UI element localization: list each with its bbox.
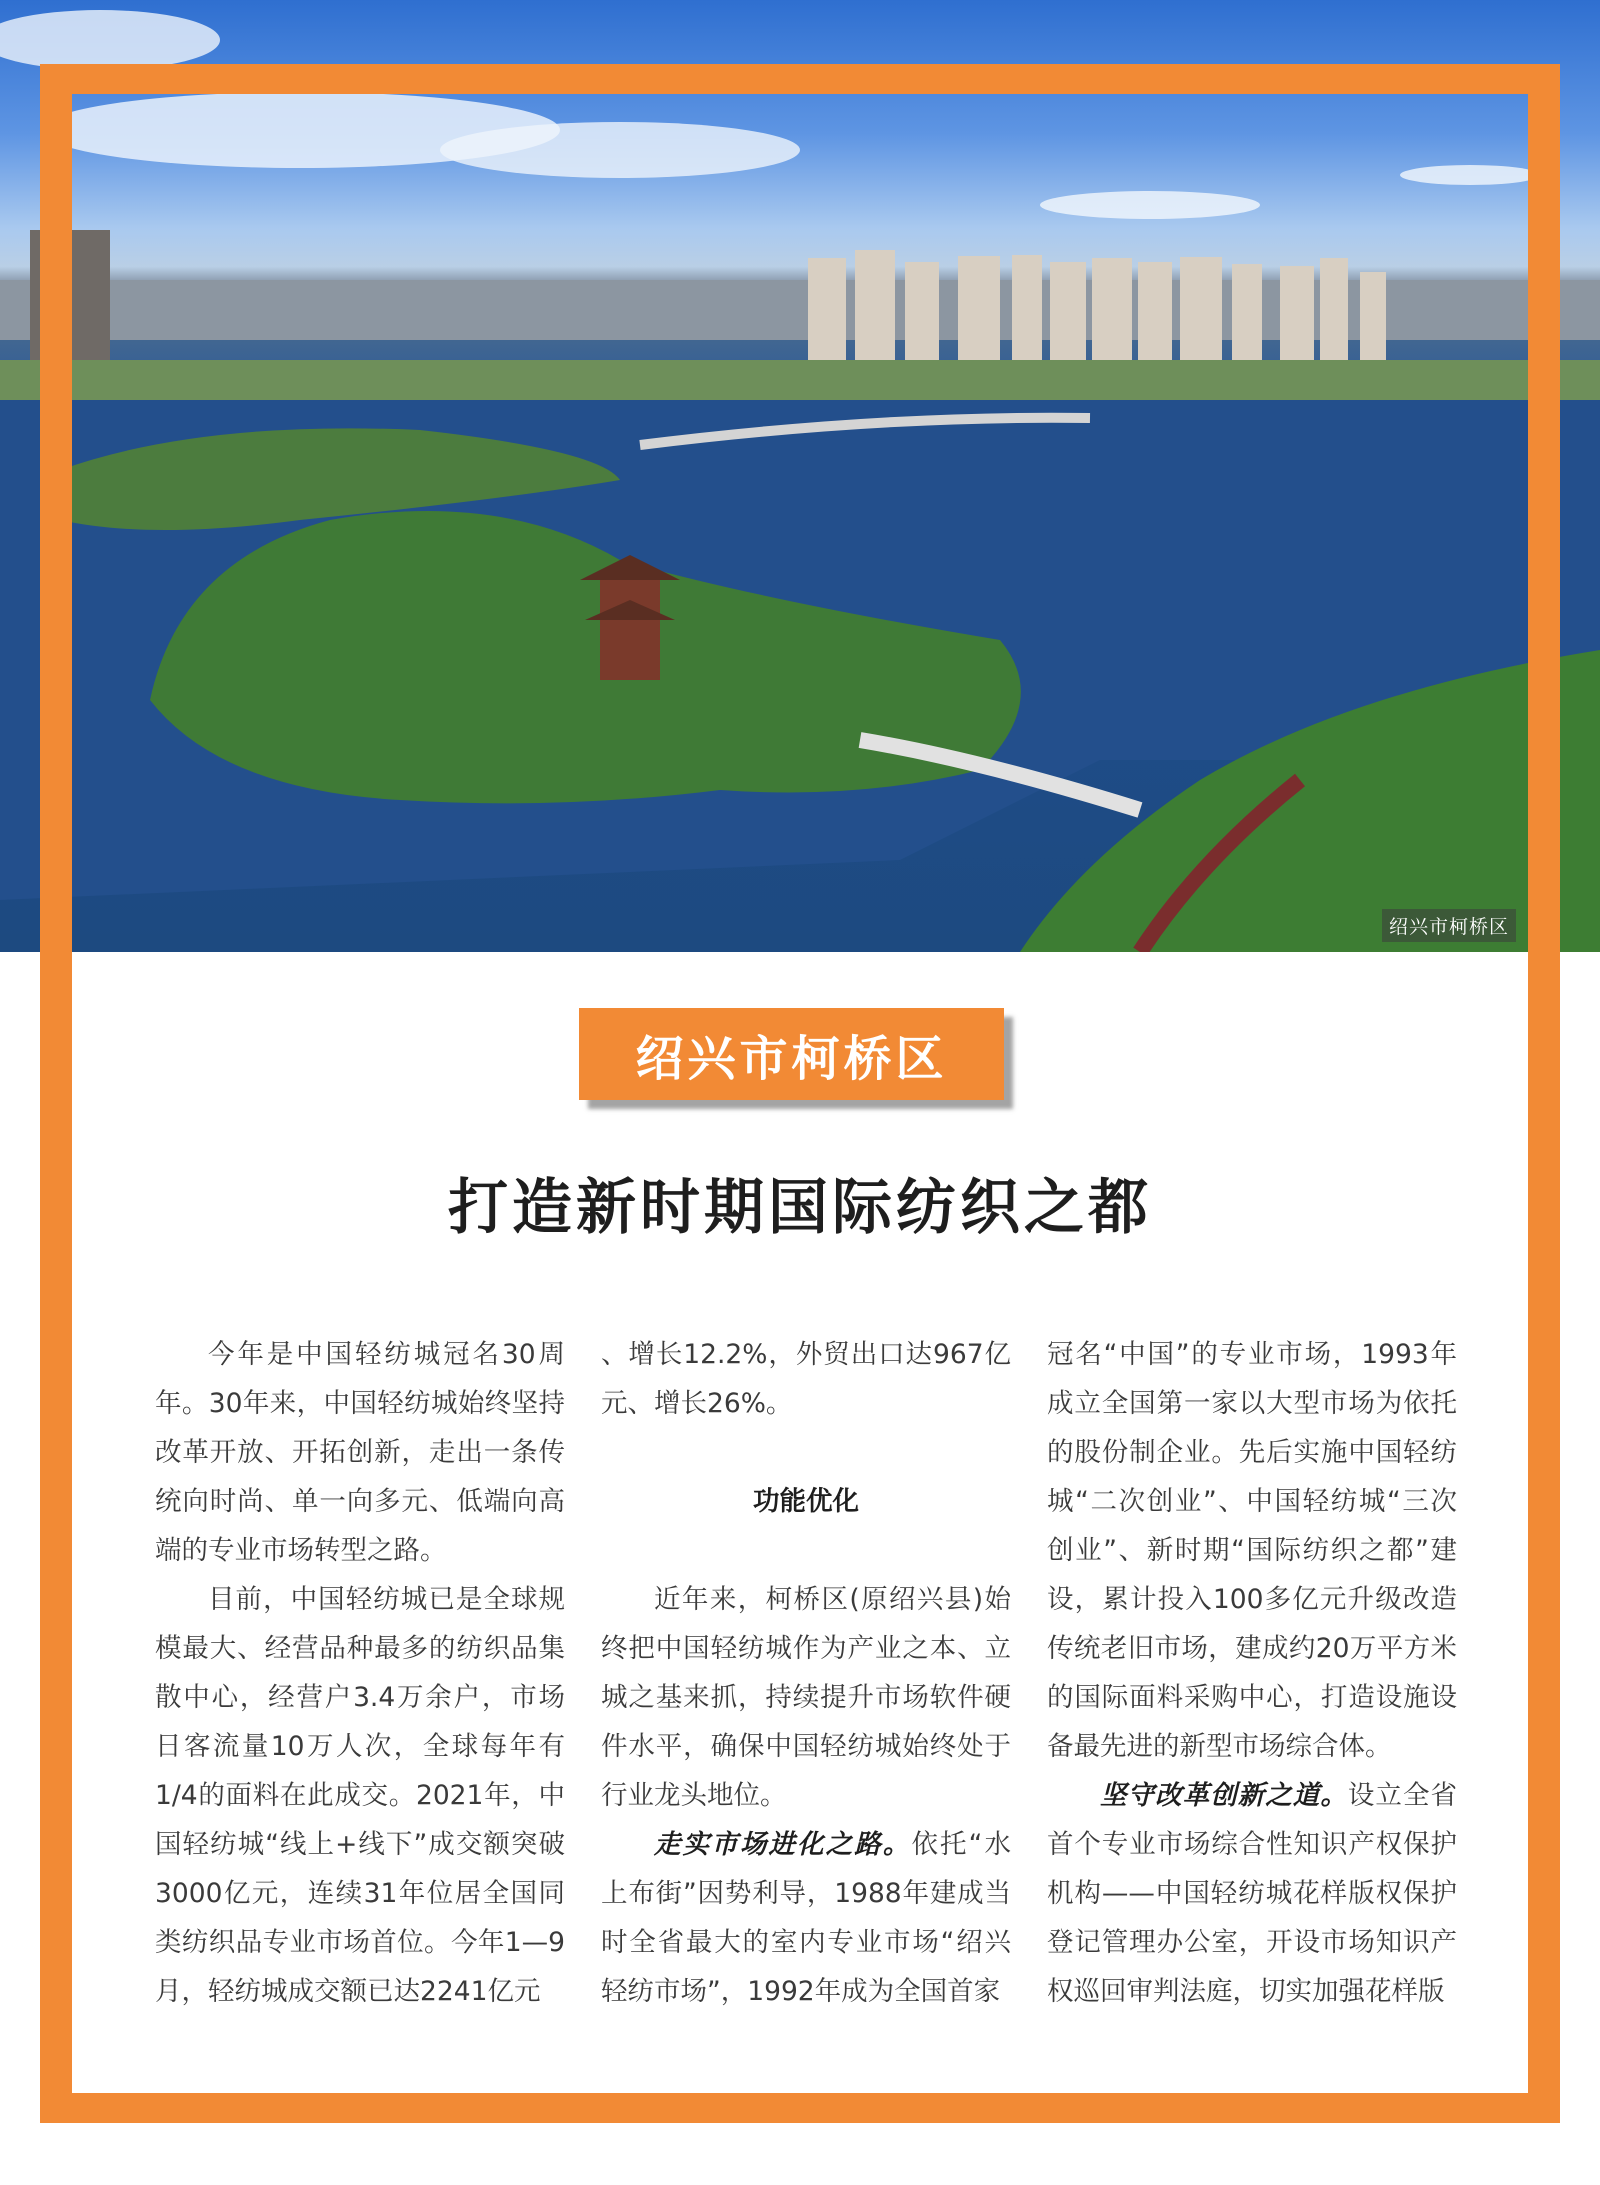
paragraph — [1047, 1771, 1457, 2016]
paragraph-text: 、增长12.2%，外贸出口达967亿元、增长26%。 — [601, 1339, 1011, 1419]
article-column-2 — [601, 1330, 1011, 2016]
article-headline: 打造新时期国际纺织之都 — [448, 1173, 1152, 1243]
paragraph — [601, 1575, 1011, 1820]
region-tag: 绍兴市柯桥区 — [579, 1008, 1004, 1100]
paragraph — [155, 1330, 565, 1575]
paragraph-lead: 坚守改革创新之道。 — [1100, 1780, 1348, 1811]
paragraph — [1047, 1330, 1457, 1771]
hero-photo — [0, 0, 1600, 952]
photo-caption: 绍兴市柯桥区 — [1382, 909, 1516, 942]
paragraph-text: 依托“水上布街”因势利导，1988年建成当时全省最大的室内专业市场“绍兴轻纺市场”，1992年成为全国首家 — [601, 1829, 1011, 2007]
frame-border-left — [40, 64, 72, 2123]
section-heading — [601, 1477, 1011, 1526]
paragraph-lead: 走实市场进化之路。 — [654, 1829, 912, 1860]
article-column-1 — [155, 1330, 565, 2016]
article-column-3 — [1047, 1330, 1457, 2016]
paragraph-text: 冠名“中国”的专业市场，1993年成立全国第一家以大型市场为依托的股份制企业。先后实施中国轻纺城“二次创业”、中国轻纺城“三次创业”、新时期“国际纺织之都”建设，累计投入100多亿元升级改造传统老旧市场，建成约20万平方米的国际面料采购中心，打造设施设备最先进的新型市场综合体。 — [1047, 1339, 1457, 1762]
paragraph-text: 设立全省首个专业市场综合性知识产权保护机构——中国轻纺城花样版权保护登记管理办公室，开设市场知识产权巡回审判法庭，切实加强花样版 — [1047, 1780, 1458, 2007]
paragraph-text: 今年是中国轻纺城冠名30周年。30年来，中国轻纺城始终坚持改革开放、开拓创新，走出一条传统向时尚、单一向多元、低端向高端的专业市场转型之路。 — [155, 1339, 565, 1566]
frame-border-right — [1528, 64, 1560, 2123]
frame-border-top — [40, 64, 1560, 94]
paragraph — [601, 1330, 1011, 1428]
paragraph-text: 目前，中国轻纺城已是全球规模最大、经营品种最多的纺织品集散中心，经营户3.4万余户，市场日客流量10万人次，全球每年有1/4的面料在此成交。2021年，中国轻纺城“线上+线下”成交额突破3000亿元，连续31年位居全国同类纺织品专业市场首位。今年1—9月，轻纺城成交额已达2241亿元 — [155, 1584, 565, 2007]
frame-border-bottom — [40, 2093, 1560, 2123]
paragraph — [155, 1575, 565, 2016]
aerial-landscape-image — [0, 0, 1600, 952]
paragraph-text: 近年来，柯桥区(原绍兴县)始终把中国轻纺城作为产业之本、立城之基来抓，持续提升市场软件硬件水平，确保中国轻纺城始终处于行业龙头地位。 — [601, 1584, 1011, 1811]
paragraph — [601, 1820, 1011, 2016]
paragraph-text: 功能优化 — [753, 1486, 859, 1517]
